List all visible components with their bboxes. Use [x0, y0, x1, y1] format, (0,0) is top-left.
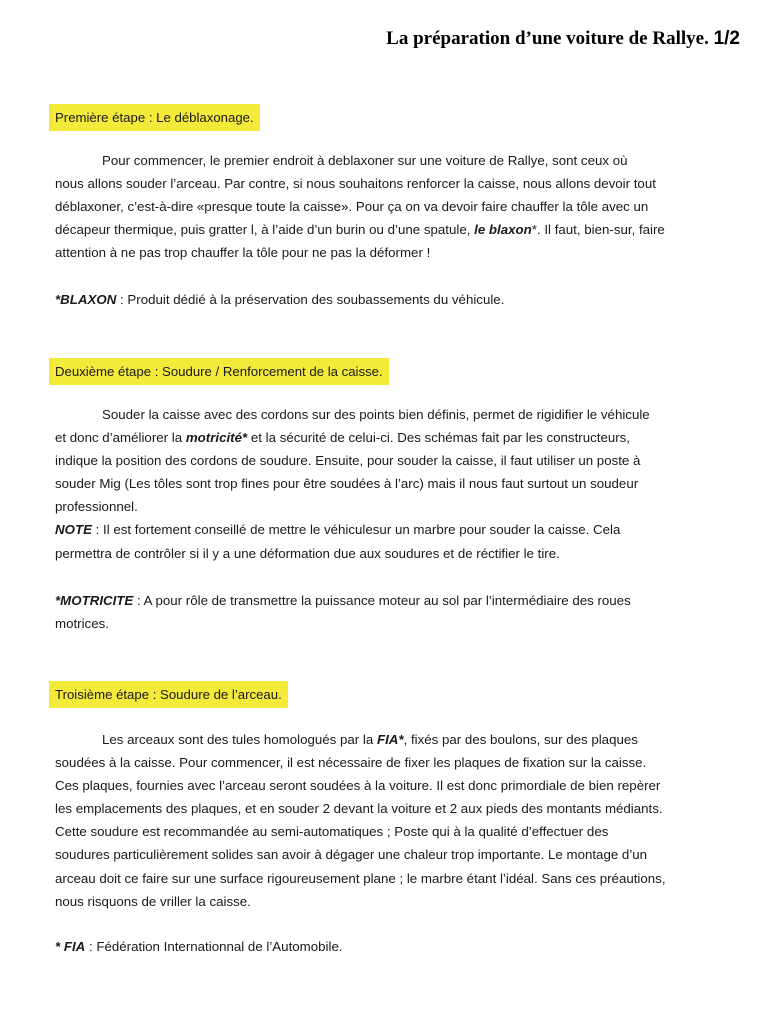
footnote-star: *: [531, 222, 537, 238]
definition-text: : Fédération Internationnal de l’Automobile.: [85, 939, 343, 954]
text-line: professionnel.: [55, 499, 138, 515]
definition-text: : Produit dédié à la préservation des soubassements du véhicule.: [116, 292, 505, 307]
definition-term: * FIA: [55, 939, 86, 954]
text-line: Souder la caisse avec des cordons sur des points bien définis, permet de rigidifier le véhicule: [102, 407, 650, 422]
definition-term: *MOTRICITE: [55, 593, 134, 608]
text-line: décapeur thermique, puis gratter l, à l’aide d’un burin ou d’une spatule,: [55, 222, 471, 238]
text-line: , fixés par des boulons, sur des plaques: [403, 732, 638, 747]
blaxon-definition: [55, 288, 715, 311]
document-title: La préparation d’une voiture de Rallye.: [386, 28, 709, 49]
text-line: indique la position des cordons de soudure. Ensuite, pour souder la caisse, il faut utiliser un poste à: [55, 453, 641, 469]
text-line: et donc d’améliorer la: [55, 430, 183, 446]
text-line: souder Mig (Les tôles sont trop fines pour être soudées à l’arc) mais il nous faut surtout un soudeur: [55, 476, 639, 492]
text-line: soudées à la caisse. Pour commencer, il est nécessaire de fixer les plaques de fixation sur la caisse.: [55, 755, 647, 771]
text-line: Les arceaux sont des tules homologués par la: [102, 732, 374, 747]
section-3-paragraph: [55, 728, 715, 913]
motricite-definition: [55, 589, 715, 635]
text-line: déblaxoner, c’est-à-dire «presque toute la caisse». Pour ça on va devoir faire chauffer la tôle avec un: [55, 199, 649, 215]
fia-definition: [55, 935, 715, 958]
text-line: et la sécurité de celui-ci. Des schémas fait par les constructeurs,: [247, 430, 630, 446]
note-label: NOTE: [55, 522, 92, 538]
term-fia: FIA*: [376, 732, 404, 747]
definition-text: motrices.: [55, 616, 109, 632]
text-line: Cette soudure est recommandée au semi-automatiques ; Poste qui à la qualité d’effectuer des: [55, 824, 609, 840]
text-line: : Il est fortement conseillé de mettre le véhiculesur un marbre pour souder la caisse. Cela: [91, 522, 621, 538]
text-line: soudures particulièrement solides san avoir à dégager une chaleur trop importante. Le montage d’un: [55, 847, 648, 863]
text-line: Ces plaques, fournies avec l’arceau seront soudées à la voiture. Il est donc primordiale de bien repèrer: [55, 778, 661, 794]
text-line: nous risquons de vriller la caisse.: [55, 893, 251, 909]
section-1-paragraph: [55, 149, 715, 264]
page-number: 1/2: [713, 28, 740, 49]
text-line: les emplacements des plaques, et en souder 2 devant la voiture et 2 aux pieds des montants médiants.: [55, 801, 663, 817]
section-1-heading: Première étape : Le déblaxonage.: [49, 104, 260, 131]
page-title: [386, 28, 740, 50]
term-motricite: motricité*: [185, 430, 248, 446]
definition-term: *BLAXON: [55, 292, 117, 307]
section-2-heading: Deuxième étape : Soudure / Renforcement de la caisse.: [49, 358, 389, 385]
definition-text: : A pour rôle de transmettre la puissance moteur au sol par l’intermédiaire des roues: [133, 593, 631, 608]
term-blaxon: le blaxon: [474, 222, 532, 238]
text-line: nous allons souder l’arceau. Par contre, si nous souhaitons renforcer la caisse, nous allons devoir tout: [55, 176, 656, 192]
text-line: attention à ne pas trop chauffer la tôle pour ne pas la déformer !: [55, 245, 431, 261]
text-line: permettra de contrôler si il y a une déformation due aux soudures et de réctifier le tire.: [55, 545, 560, 561]
text-line: Pour commencer, le premier endroit à deblaxoner sur une voiture de Rallye, sont ceux où: [102, 153, 628, 168]
text-line: . Il faut, bien-sur, faire: [536, 222, 665, 238]
text-line: arceau doit ce faire sur une surface rigoureusement plane ; le marbre étant l’idéal. Sans ces préautions,: [55, 870, 666, 886]
section-3-heading: Troisième étape : Soudure de l’arceau.: [49, 681, 288, 708]
section-2-paragraph: [55, 403, 715, 565]
